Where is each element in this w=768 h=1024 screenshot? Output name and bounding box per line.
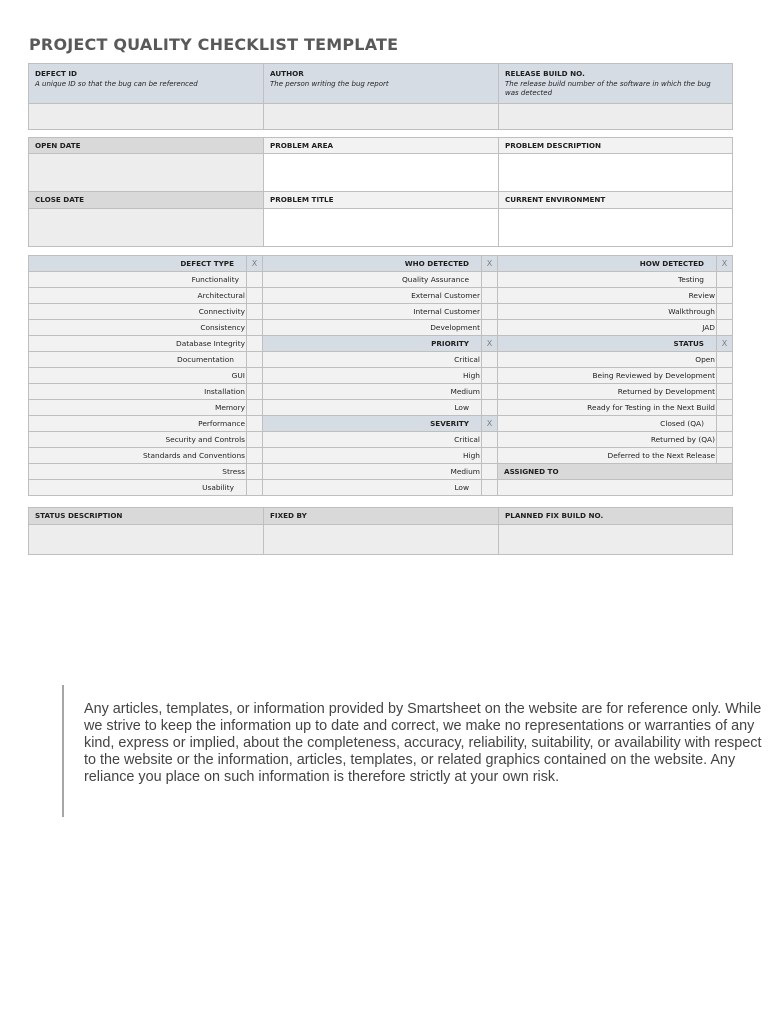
- severity-item: High: [263, 448, 482, 464]
- how-detected-x-header: X: [717, 256, 733, 272]
- who-detected-item: Development: [263, 320, 482, 336]
- defect-type-checkbox[interactable]: [247, 464, 263, 480]
- defect-type-checkbox[interactable]: [247, 416, 263, 432]
- defect-type-checkbox[interactable]: [247, 400, 263, 416]
- priority-header: PRIORITY: [263, 336, 482, 352]
- priority-checkbox[interactable]: [482, 384, 498, 400]
- current-environment-header: [499, 192, 733, 209]
- status-item: Ready for Testing in the Next Build: [498, 400, 717, 416]
- close-date-field[interactable]: [29, 209, 264, 247]
- status-description-header: [29, 508, 264, 525]
- who-detected-item: Quality Assurance: [263, 272, 482, 288]
- defect-type-item: Functionality: [29, 272, 247, 288]
- who-detected-checkbox[interactable]: [482, 304, 498, 320]
- defect-type-item: Architectural: [29, 288, 247, 304]
- close-date-label: CLOSE DATE: [35, 195, 85, 204]
- severity-item: Low: [263, 480, 482, 496]
- status-item: Returned by (QA): [498, 432, 717, 448]
- defect-type-item: Installation: [29, 384, 247, 400]
- who-detected-checkbox[interactable]: [482, 288, 498, 304]
- fixed-by-header: [264, 508, 499, 525]
- how-detected-item: Testing: [498, 272, 717, 288]
- defect-type-header: DEFECT TYPE: [29, 256, 247, 272]
- problem-title-header: [264, 192, 499, 209]
- planned-fix-build-field[interactable]: [499, 525, 733, 555]
- status-checkbox[interactable]: [717, 384, 733, 400]
- problem-area-field[interactable]: [264, 154, 499, 192]
- current-environment-field[interactable]: [499, 209, 733, 247]
- status-item: Closed (QA): [498, 416, 717, 432]
- planned-fix-build-header: [499, 508, 733, 525]
- defect-type-checkbox[interactable]: [247, 448, 263, 464]
- defect-type-checkbox[interactable]: [247, 480, 263, 496]
- status-description-field[interactable]: [29, 525, 264, 555]
- page-title: PROJECT QUALITY CHECKLIST TEMPLATE: [29, 35, 399, 54]
- defect-type-item: Documentation: [29, 352, 247, 368]
- status-checkbox[interactable]: [717, 368, 733, 384]
- defect-type-item: GUI: [29, 368, 247, 384]
- problem-area-header: [264, 138, 499, 154]
- status-checkbox[interactable]: [717, 448, 733, 464]
- severity-checkbox[interactable]: [482, 464, 498, 480]
- defect-type-checkbox[interactable]: [247, 272, 263, 288]
- current-environment-label: CURRENT ENVIRONMENT: [505, 195, 606, 204]
- defect-type-item: Performance: [29, 416, 247, 432]
- defect-type-item: Consistency: [29, 320, 247, 336]
- author-field[interactable]: [264, 104, 499, 130]
- priority-checkbox[interactable]: [482, 368, 498, 384]
- defect-type-checkbox[interactable]: [247, 368, 263, 384]
- checklist-grid: [28, 255, 733, 496]
- close-date-header: [29, 192, 264, 209]
- priority-item: High: [263, 368, 482, 384]
- defect-type-checkbox[interactable]: [247, 320, 263, 336]
- resolution-table: [28, 507, 733, 555]
- how-detected-checkbox[interactable]: [717, 288, 733, 304]
- open-date-label: OPEN DATE: [35, 141, 81, 150]
- status-description-label: STATUS DESCRIPTION: [35, 511, 123, 520]
- release-build-header: [499, 64, 733, 104]
- disclaimer-text: Any articles, templates, or information provided by Smartsheet on the website are for reference only. While we strive to keep the information up to date and correct, we make no representations or warranties of any kind, express or implied, about the completeness, accuracy, reliability, suitability, or availability with respect to the website or the information, articles, templates, or related graphics contained on the website. Any reliance you place on such information is therefore strictly at your own risk.: [84, 701, 762, 785]
- planned-fix-build-label: PLANNED FIX BUILD NO.: [505, 511, 604, 520]
- defect-type-checkbox[interactable]: [247, 352, 263, 368]
- release-build-label: RELEASE BUILD NO.: [505, 69, 585, 78]
- priority-item: Critical: [263, 352, 482, 368]
- who-detected-checkbox[interactable]: [482, 320, 498, 336]
- who-detected-header: WHO DETECTED: [263, 256, 482, 272]
- defect-type-item: Memory: [29, 400, 247, 416]
- who-detected-item: External Customer: [263, 288, 482, 304]
- severity-item: Critical: [263, 432, 482, 448]
- defect-id-field[interactable]: [29, 104, 264, 130]
- problem-info-table: [28, 137, 733, 247]
- severity-checkbox[interactable]: [482, 432, 498, 448]
- release-build-field[interactable]: [499, 104, 733, 130]
- how-detected-checkbox[interactable]: [717, 272, 733, 288]
- priority-item: Medium: [263, 384, 482, 400]
- severity-item: Medium: [263, 464, 482, 480]
- defect-type-checkbox[interactable]: [247, 336, 263, 352]
- how-detected-item: Review: [498, 288, 717, 304]
- who-detected-checkbox[interactable]: [482, 272, 498, 288]
- severity-checkbox[interactable]: [482, 448, 498, 464]
- priority-x-header: X: [482, 336, 498, 352]
- fixed-by-label: FIXED BY: [270, 511, 307, 520]
- author-hint: The person writing the bug report: [270, 80, 389, 88]
- problem-area-label: PROBLEM AREA: [270, 141, 334, 150]
- how-detected-checkbox[interactable]: [717, 320, 733, 336]
- who-detected-x-header: X: [482, 256, 498, 272]
- status-header: STATUS: [498, 336, 717, 352]
- defect-type-checkbox[interactable]: [247, 288, 263, 304]
- open-date-field[interactable]: [29, 154, 264, 192]
- how-detected-checkbox[interactable]: [717, 304, 733, 320]
- how-detected-header: HOW DETECTED: [498, 256, 717, 272]
- defect-id-label: DEFECT ID: [35, 69, 78, 78]
- who-detected-item: Internal Customer: [263, 304, 482, 320]
- assigned-to-header: ASSIGNED TO: [498, 464, 733, 480]
- open-date-header: [29, 138, 264, 154]
- status-checkbox[interactable]: [717, 352, 733, 368]
- how-detected-item: JAD: [498, 320, 717, 336]
- status-checkbox[interactable]: [717, 432, 733, 448]
- status-item: Deferred to the Next Release: [498, 448, 717, 464]
- author-header: [264, 64, 499, 104]
- status-item: Open: [498, 352, 717, 368]
- defect-type-item: Usability: [29, 480, 247, 496]
- severity-checkbox[interactable]: [482, 480, 498, 496]
- problem-description-header: [499, 138, 733, 154]
- defect-id-hint: A unique ID so that the bug can be referenced: [35, 80, 198, 88]
- author-label: AUTHOR: [270, 69, 304, 78]
- priority-checkbox[interactable]: [482, 352, 498, 368]
- problem-description-field[interactable]: [499, 154, 733, 192]
- disclaimer-block: [62, 685, 764, 817]
- defect-header-table: [28, 63, 733, 130]
- priority-checkbox[interactable]: [482, 400, 498, 416]
- defect-type-item: Stress: [29, 464, 247, 480]
- problem-description-label: PROBLEM DESCRIPTION: [505, 141, 602, 150]
- how-detected-item: Walkthrough: [498, 304, 717, 320]
- fixed-by-field[interactable]: [264, 525, 499, 555]
- severity-x-header: X: [482, 416, 498, 432]
- severity-header: SEVERITY: [263, 416, 482, 432]
- problem-title-label: PROBLEM TITLE: [270, 195, 334, 204]
- assigned-to-field[interactable]: [498, 480, 733, 496]
- status-checkbox[interactable]: [717, 416, 733, 432]
- problem-title-field[interactable]: [264, 209, 499, 247]
- defect-type-checkbox[interactable]: [247, 304, 263, 320]
- defect-type-checkbox[interactable]: [247, 432, 263, 448]
- status-x-header: X: [717, 336, 733, 352]
- defect-type-item: Security and Controls: [29, 432, 247, 448]
- defect-id-header: [29, 64, 264, 104]
- defect-type-x-header: X: [247, 256, 263, 272]
- release-build-hint: The release build number of the software in which the bug was detected: [505, 80, 711, 97]
- priority-item: Low: [263, 400, 482, 416]
- status-item: Returned by Development: [498, 384, 717, 400]
- defect-type-item: Connectivity: [29, 304, 247, 320]
- defect-type-item: Database Integrity: [29, 336, 247, 352]
- defect-type-checkbox[interactable]: [247, 384, 263, 400]
- status-item: Being Reviewed by Development: [498, 368, 717, 384]
- defect-type-item: Standards and Conventions: [29, 448, 247, 464]
- status-checkbox[interactable]: [717, 400, 733, 416]
